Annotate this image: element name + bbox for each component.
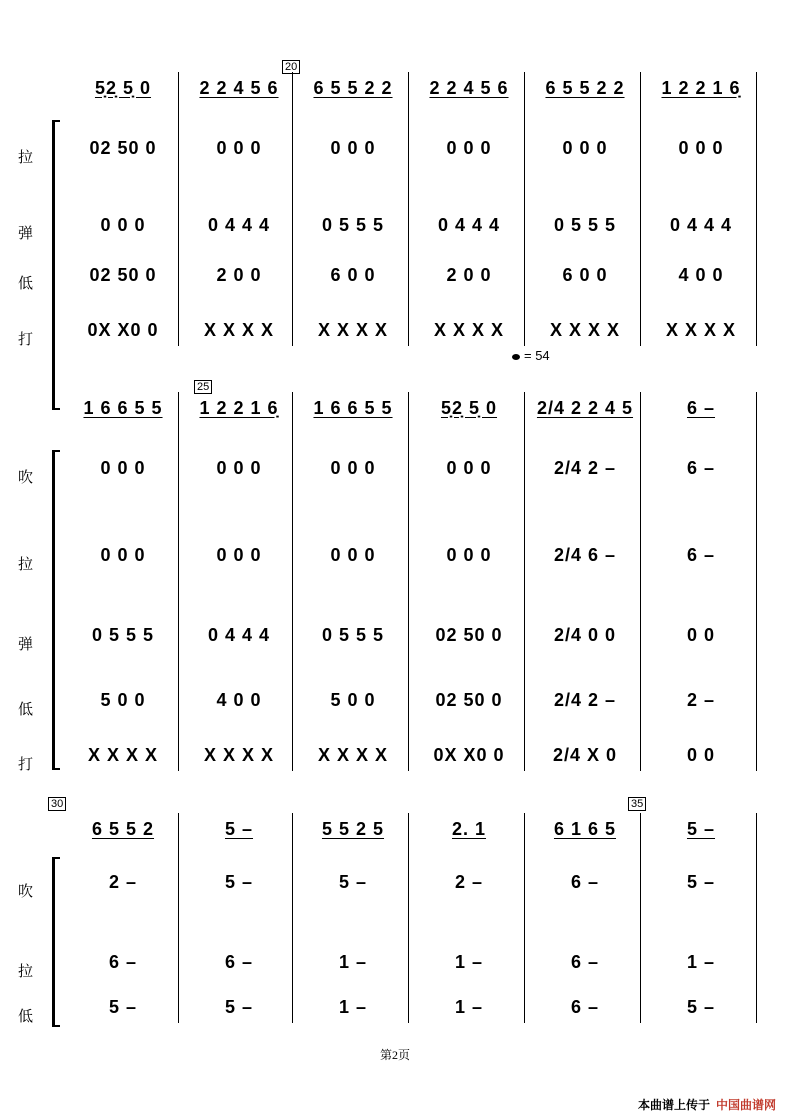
- measure-cell: 5 –: [686, 818, 716, 839]
- measure-cell: 02 50 0: [435, 689, 503, 710]
- measure-cell: 0 0 0: [100, 214, 146, 235]
- measure-cell: 2 –: [686, 689, 716, 710]
- measure-cell: 2/4 2 –: [553, 689, 617, 710]
- bar-line: [292, 72, 293, 346]
- page-number: 第2页: [379, 1048, 410, 1062]
- quarter-note-icon: [512, 354, 520, 360]
- measure-cell: 0 0: [686, 624, 716, 645]
- staff-bracket: [52, 857, 55, 1027]
- measure-cell: 0X X0 0: [87, 319, 159, 340]
- measure-cell: 0 0 0: [562, 137, 608, 158]
- measure-cell: 6 –: [570, 871, 600, 892]
- bar-line: [408, 813, 409, 1023]
- measure-cell: 6 –: [570, 951, 600, 972]
- measure-cell: 0 0 0: [216, 457, 262, 478]
- measure-cell: 0 0 0: [446, 137, 492, 158]
- measure-cell: 5̣2̣ 5̣ 0: [94, 77, 152, 98]
- measure-cell: 0 5 5 5: [91, 624, 155, 645]
- measure-cell: 1 –: [454, 951, 484, 972]
- measure-cell: X X X X: [549, 319, 621, 340]
- measure-cell: 1 6 6 5 5: [83, 397, 163, 418]
- measure-cell: 1 2 2 1 6̣: [199, 397, 279, 418]
- measure-cell: 5 –: [224, 996, 254, 1017]
- bar-line: [756, 392, 757, 771]
- measure-cell: 0 0 0: [446, 544, 492, 565]
- measure-cell: 1 –: [338, 996, 368, 1017]
- measure-cell: 5 –: [224, 871, 254, 892]
- measure-cell: 1 6 6 5 5: [313, 397, 393, 418]
- measure-cell: 5 –: [338, 871, 368, 892]
- measure-cell: 0 4 4 4: [669, 214, 733, 235]
- bar-line: [756, 813, 757, 1023]
- measure-cell: 2/4 2 –: [553, 457, 617, 478]
- instrument-label: 拉: [18, 962, 34, 980]
- bar-line: [178, 72, 179, 346]
- instrument-label: 弹: [18, 224, 34, 242]
- measure-cell: 6 5 5 2 2: [545, 77, 625, 98]
- bar-line: [756, 72, 757, 346]
- measure-cell: 2/4 6 –: [553, 544, 617, 565]
- instrument-label: 弹: [18, 635, 34, 653]
- measure-cell: 5 –: [224, 818, 254, 839]
- instrument-label: 吹: [18, 468, 34, 486]
- measure-cell: 0 5 5 5: [553, 214, 617, 235]
- measure-cell: 2/4 0 0: [553, 624, 617, 645]
- measure-number: 30: [48, 797, 66, 811]
- measure-cell: 0 0 0: [100, 457, 146, 478]
- measure-cell: 02 50 0: [89, 264, 157, 285]
- site-logo: 中国曲谱网: [715, 1098, 776, 1112]
- measure-cell: 02 50 0: [89, 137, 157, 158]
- bar-line: [640, 72, 641, 346]
- measure-cell: 2 2 4 5 6: [199, 77, 279, 98]
- bar-line: [178, 392, 179, 771]
- measure-cell: 0 0 0: [216, 137, 262, 158]
- measure-cell: 2 0 0: [216, 264, 262, 285]
- measure-cell: 0 0 0: [330, 457, 376, 478]
- measure-number: 20: [282, 60, 300, 74]
- measure-cell: 4 0 0: [678, 264, 724, 285]
- measure-cell: X X X X: [665, 319, 737, 340]
- bar-line: [178, 813, 179, 1023]
- tempo-marking: = 54: [512, 348, 550, 363]
- measure-cell: 2 0 0: [446, 264, 492, 285]
- measure-cell: 0 0: [686, 744, 716, 765]
- measure-cell: 5̣2̣ 5̣ 0: [440, 397, 498, 418]
- measure-number: 35: [628, 797, 646, 811]
- measure-cell: 0X X0 0: [433, 744, 505, 765]
- measure-cell: X X X X: [203, 319, 275, 340]
- measure-cell: 0 0 0: [330, 544, 376, 565]
- instrument-label: 低: [18, 1007, 34, 1025]
- measure-cell: 6 0 0: [330, 264, 376, 285]
- measure-cell: X X X X: [433, 319, 505, 340]
- measure-cell: 5 –: [686, 996, 716, 1017]
- measure-cell: 1 –: [686, 951, 716, 972]
- measure-cell: 5 0 0: [100, 689, 146, 710]
- measure-cell: 6 1 6 5: [553, 818, 617, 839]
- bar-line: [292, 813, 293, 1023]
- bar-line: [408, 392, 409, 771]
- measure-cell: 5 –: [108, 996, 138, 1017]
- measure-cell: 6 –: [686, 457, 716, 478]
- measure-cell: 6 0 0: [562, 264, 608, 285]
- measure-cell: 2. 1: [451, 818, 487, 839]
- instrument-label: 吹: [18, 882, 34, 900]
- measure-cell: 5 0 0: [330, 689, 376, 710]
- measure-cell: 6 –: [570, 996, 600, 1017]
- staff-bracket: [52, 120, 55, 410]
- bar-line: [524, 813, 525, 1023]
- instrument-label: 打: [18, 755, 34, 773]
- measure-cell: 0 4 4 4: [207, 624, 271, 645]
- bar-line: [292, 392, 293, 771]
- instrument-label: 低: [18, 700, 34, 718]
- bar-line: [524, 72, 525, 346]
- measure-cell: 0 0 0: [216, 544, 262, 565]
- measure-cell: 1 2 2 1 6̣: [661, 77, 741, 98]
- bar-line: [640, 392, 641, 771]
- measure-number: 25: [194, 380, 212, 394]
- staff-bracket: [52, 450, 55, 770]
- measure-cell: 0 0 0: [678, 137, 724, 158]
- measure-cell: 5 –: [686, 871, 716, 892]
- measure-cell: 0 5 5 5: [321, 624, 385, 645]
- measure-cell: 0 0 0: [446, 457, 492, 478]
- measure-cell: X X X X: [317, 319, 389, 340]
- measure-cell: X X X X: [203, 744, 275, 765]
- measure-cell: X X X X: [317, 744, 389, 765]
- measure-cell: 0 0 0: [330, 137, 376, 158]
- measure-cell: 0 4 4 4: [437, 214, 501, 235]
- instrument-label: 低: [18, 274, 34, 292]
- bar-line: [524, 392, 525, 771]
- measure-cell: 4 0 0: [216, 689, 262, 710]
- measure-cell: 2 –: [108, 871, 138, 892]
- measure-cell: 2/4 X 0: [552, 744, 618, 765]
- measure-cell: 0 4 4 4: [207, 214, 271, 235]
- instrument-label: 拉: [18, 555, 34, 573]
- measure-cell: 1 –: [338, 951, 368, 972]
- bar-line: [640, 813, 641, 1023]
- upload-credit: 本曲谱上传于 中国曲谱网: [637, 1098, 776, 1112]
- measure-cell: 5 5 2 5: [321, 818, 385, 839]
- measure-cell: 6 –: [108, 951, 138, 972]
- measure-cell: 6 –: [686, 397, 716, 418]
- instrument-label: 拉: [18, 148, 34, 166]
- measure-cell: X X X X: [87, 744, 159, 765]
- bar-line: [408, 72, 409, 346]
- measure-cell: 6 –: [686, 544, 716, 565]
- measure-cell: 0 0 0: [100, 544, 146, 565]
- measure-cell: 6 5 5 2: [91, 818, 155, 839]
- measure-cell: 6 –: [224, 951, 254, 972]
- measure-cell: 6 5 5 2 2: [313, 77, 393, 98]
- measure-cell: 2 –: [454, 871, 484, 892]
- measure-cell: 1 –: [454, 996, 484, 1017]
- measure-cell: 0 5 5 5: [321, 214, 385, 235]
- measure-cell: 2 2 4 5 6: [429, 77, 509, 98]
- measure-cell: 02 50 0: [435, 624, 503, 645]
- instrument-label: 打: [18, 330, 34, 348]
- measure-cell: 2/4 2 2 4 5: [536, 397, 634, 418]
